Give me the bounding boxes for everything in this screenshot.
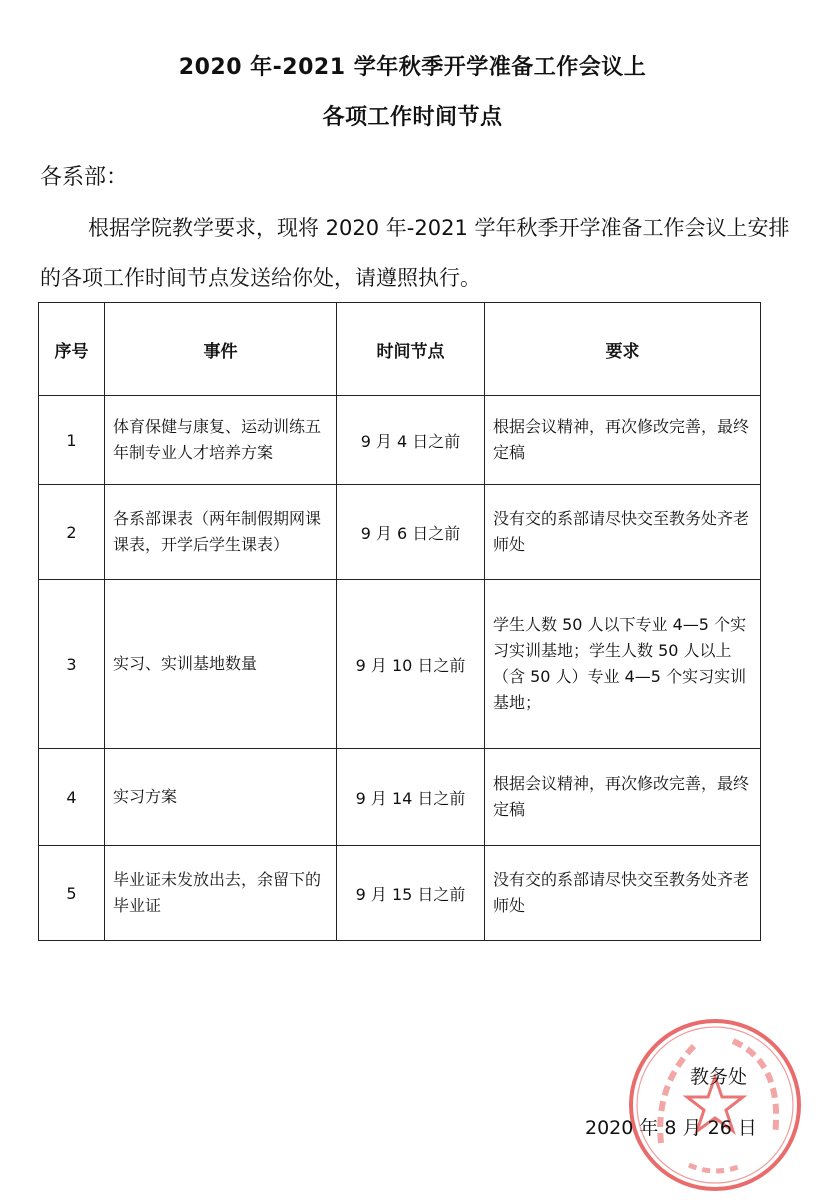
row-deadline: 9 月 15 日之前: [337, 846, 485, 941]
document-title-line2: 各项工作时间节点: [322, 105, 503, 130]
salutation: 各系部：: [40, 165, 129, 190]
table-row: [39, 749, 761, 846]
row-requirement: 根据会议精神，再次修改完善，最终定稿: [485, 396, 761, 485]
schedule-table: [38, 302, 761, 941]
row-num: 1: [39, 396, 105, 485]
intro-paragraph: 根据学院教学要求，现将 2020 年-2021 学年秋季开学准备工作会议上安排的各项工作时间节点发送给你处，请遵照执行。: [40, 216, 790, 290]
row-event: 实习、实训基地数量: [105, 580, 337, 749]
row-deadline: 9 月 6 日之前: [337, 485, 485, 580]
issuer-name: 教务处: [690, 1066, 748, 1088]
row-requirement: 没有交的系部请尽快交至教务处齐老师处: [485, 846, 761, 941]
header-deadline: 时间节点: [337, 303, 485, 396]
row-event: 各系部课表（两年制假期网课课表，开学后学生课表）: [105, 485, 337, 580]
row-event: 毕业证未发放出去，余留下的毕业证: [105, 846, 337, 941]
header-requirement: 要求: [485, 303, 761, 396]
row-deadline: 9 月 14 日之前: [337, 749, 485, 846]
header-event: 事件: [105, 303, 337, 396]
header-num: 序号: [39, 303, 105, 396]
row-event: 体育保健与康复、运动训练五年制专业人才培养方案: [105, 396, 337, 485]
row-requirement: 没有交的系部请尽快交至教务处齐老师处: [485, 485, 761, 580]
table-row: [39, 580, 761, 749]
table-row: [39, 396, 761, 485]
row-num: 2: [39, 485, 105, 580]
issue-date: 2020 年 8 月 26 日: [585, 1117, 757, 1139]
row-event: 实习方案: [105, 749, 337, 846]
table-header-row: [39, 303, 761, 396]
row-requirement: 根据会议精神，再次修改完善，最终定稿: [485, 749, 761, 846]
row-requirement: 学生人数 50 人以下专业 4—5 个实习实训基地；学生人数 50 人以上（含 50 人）专业 4—5 个实习实训基地；: [485, 580, 761, 749]
row-deadline: 9 月 4 日之前: [337, 396, 485, 485]
table-row: [39, 485, 761, 580]
official-seal-icon: [625, 1015, 805, 1195]
row-num: 4: [39, 749, 105, 846]
row-deadline: 9 月 10 日之前: [337, 580, 485, 749]
table-row: [39, 846, 761, 941]
row-num: 3: [39, 580, 105, 749]
document-title-line1: 2020 年-2021 学年秋季开学准备工作会议上: [178, 55, 647, 80]
row-num: 5: [39, 846, 105, 941]
